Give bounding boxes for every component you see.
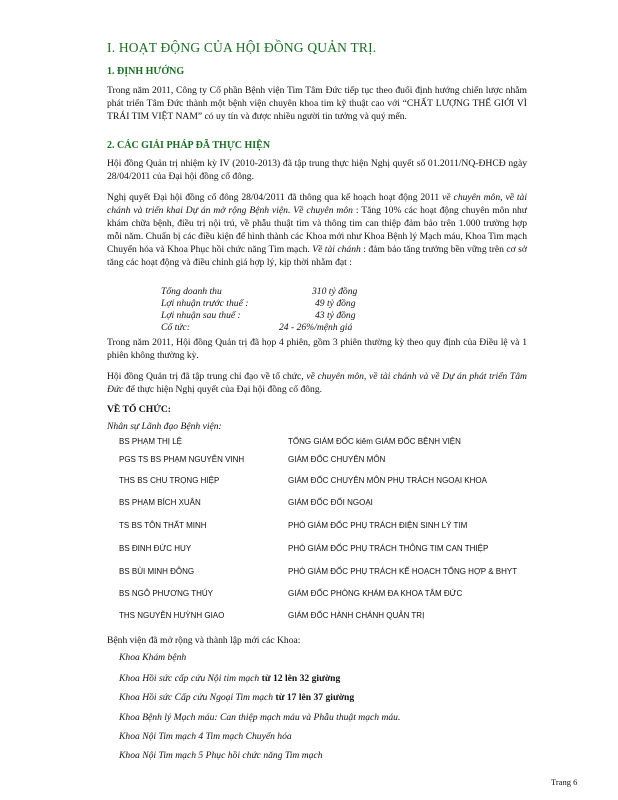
fin-value: 43 tỷ đồng [315,310,356,321]
fin-value: 310 tỷ đồng [312,286,358,297]
subsection-title-1: 1. ĐỊNH HƯỚNG [107,66,185,77]
leader-name: BS PHẠM BÍCH XUÂN [119,498,201,507]
department-item: Khoa Nội Tim mạch 4 Tim mạch Chuyển hóa [119,731,292,742]
leader-name: TS BS TÔN THẤT MINH [119,521,207,530]
leader-name: BS NGÔ PHƯƠNG THÚY [119,589,213,598]
fin-label: Tổng doanh thu [161,286,222,297]
financial-targets [161,286,401,338]
meetings-paragraph: Trong năm 2011, Hội đồng Quản trị đã họp 4 phiên, gồm 3 phiên thường kỳ theo quy định của Điều lệ và 1 phiên không thường kỳ. [107,337,527,361]
direction-paragraph: Hội đồng Quản trị đã tập trung chỉ đạo về tổ chức, về chuyên môn, về tài chánh và về Dự án phát triển Tâm Đức để thực hiện Nghị quyết của Đại hội đồng cổ đông. [107,371,527,395]
resolution-paragraph: Nghị quyết Đại hội đồng cổ đông 28/04/2011 đã thông qua kế hoạch hoạt động 2011 về chuyên môn, về tài chánh và triển khai Dự án mở rộng Bệnh viện. Về chuyên môn : Tăng 10% các hoạt động chuyên môn như khám chữa bệnh, điều trị nội trú, về phẫu thuật tim và thông tim can thiệp đảm bảo trên 1.000 trường hợp mỗi năm. Chuẩn bị các điều kiện để hình thành các Khoa mới như Khoa Bệnh lý Mạch máu, Khoa Tim mạch Chuyển hóa và Khoa Phục hồi chức năng Tim mạch. Về tài chánh : đảm bảo tăng trưởng bền vững trên cơ sở tăng các hoạt động và điều chỉnh giá hợp lý, kịp thời nhằm đạt : [107,192,528,268]
department-item: Khoa Hồi sức cấp cứu Nội tim mạch từ 12 lên 32 giường [119,673,341,684]
leader-name: PGS TS BS PHẠM NGUYỄN VINH [119,455,245,464]
section-heading: I. HOẠT ĐỘNG CỦA HỘI ĐỒNG QUẢN TRỊ. [107,40,377,55]
leader-role: GIÁM ĐỐC CHUYÊN MÔN [288,455,386,464]
leader-name: BS BÙI MINH ĐÔNG [119,567,195,576]
leader-role: PHÓ GIÁM ĐỐC PHỤ TRÁCH THÔNG TIM CAN THIỆP [288,544,489,553]
leader-role: TỔNG GIÁM ĐỐC kiêm GIÁM ĐỐC BỆNH VIỆN [288,437,461,446]
organization-title: VỀ TỔ CHỨC: [107,404,171,415]
department-item: Khoa Nội Tim mạch 5 Phục hồi chức năng Tim mạch [119,750,323,761]
leader-role: GIÁM ĐỐC HÀNH CHÁNH QUẢN TRỊ [288,611,425,620]
leader-role: GIÁM ĐỐC CHUYÊN MÔN PHỤ TRÁCH NGOẠI KHOA [288,476,487,485]
departments-caption: Bệnh viện đã mở rộng và thành lập mới các Khoa: [107,635,301,646]
fin-value: 24 - 26%/mệnh giá [279,322,353,333]
fin-label: Cổ tức: [161,322,190,333]
leaders-caption: Nhân sự Lãnh đạo Bệnh viện: [107,421,222,432]
board-term-paragraph: Hội đồng Quản trị nhiệm kỳ IV (2010-2013) đã tập trung thực hiện Nghị quyết số 01.2011/NQ-ĐHCĐ ngày 28/04/2011 của Đại hội đồng cổ đông. [107,158,527,182]
leader-role: PHÓ GIÁM ĐỐC PHỤ TRÁCH ĐIỆN SINH LÝ TIM [288,521,468,530]
department-item: Khoa Hồi sức Cấp cứu Ngoại Tim mạch từ 17 lên 37 giường [119,692,355,703]
orientation-paragraph: Trong năm 2011, Công ty Cổ phần Bệnh viện Tim Tâm Đức tiếp tục theo đuổi định hướng chiến lược nhằm phát triển Tâm Đức thành một bệnh viện chuyên khoa tim kỹ thuật cao với “CHẤT LƯỢNG THẾ GIỚI VÌ TRÁI TIM VIỆT NAM” có uy tín và được nhiều người tin tưởng và quý mến. [107,85,527,122]
leader-name: THS NGUYỄN HUỲNH GIAO [119,611,225,620]
fin-label: Lợi nhuận trước thuế : [161,298,249,309]
leader-role: GIÁM ĐỐC PHÒNG KHÁM ĐA KHOA TÂM ĐỨC [288,589,463,598]
leader-role: GIÁM ĐỐC ĐỐI NGOẠI [288,498,373,507]
leader-role: PHÓ GIÁM ĐỐC PHỤ TRÁCH KẾ HOẠCH TỔNG HỢP & BHYT [288,567,518,576]
leader-name: THS BS CHU TRỌNG HIỆP [119,476,220,485]
department-item: Khoa Khám bệnh [119,652,187,663]
leader-name: BS PHẠM THỊ LỆ [119,437,182,446]
subsection-title-2: 2. CÁC GIẢI PHÁP ĐÃ THỰC HIỆN [107,140,271,151]
fin-value: 49 tỷ đồng [315,298,356,309]
leader-name: BS ĐINH ĐỨC HUY [119,544,192,553]
page-number: Trang 6 [551,777,578,787]
department-item: Khoa Bệnh lý Mạch máu: Can thiệp mạch máu và Phẫu thuật mạch máu. [119,712,401,723]
fin-label: Lợi nhuận sau thuế : [161,310,241,321]
